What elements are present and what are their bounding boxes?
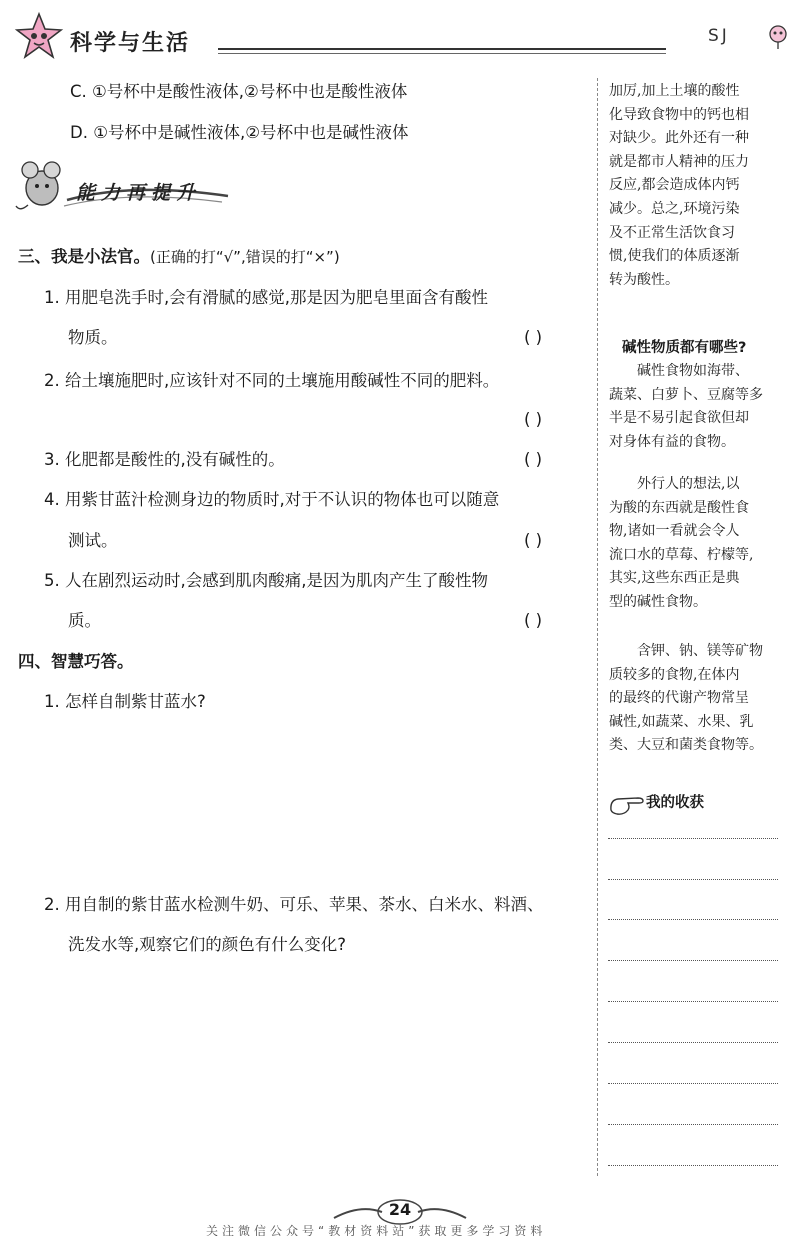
answer-paren-3[interactable]: ( ) [524, 450, 543, 469]
q3-4-line1: 4. 用紫甘蓝汁检测身边的物质时,对于不认识的物体也可以随意 [44, 490, 500, 509]
sidebar-line: 化导致食物中的钙也相 [609, 106, 749, 123]
harvest-title: 我的收获 [646, 795, 704, 811]
section3-title: 三、我是小法官。 [18, 247, 150, 266]
sidebar-line: 碱性,如蔬菜、水果、乳 [609, 713, 754, 730]
q3-2-line1: 2. 给土壤施肥时,应该针对不同的土壤施用酸碱性不同的肥料。 [44, 371, 500, 390]
note-line[interactable] [608, 838, 778, 839]
section3-heading [18, 245, 340, 269]
q3-4-line2: 测试。 [68, 531, 118, 550]
banner-title: 能力再提升 [76, 182, 202, 204]
answer-paren-1[interactable]: ( ) [524, 328, 543, 347]
note-line[interactable] [608, 1042, 778, 1043]
sidebar-line: 转为酸性。 [609, 271, 679, 288]
choice-c: C. ①号杯中是酸性液体,②号杯中也是酸性液体 [70, 82, 408, 101]
note-line[interactable] [608, 879, 778, 880]
sidebar-para1 [609, 80, 749, 292]
q4-2-line1: 2. 用自制的紫甘蓝水检测牛奶、可乐、苹果、茶水、白米水、料酒、 [44, 895, 544, 914]
note-line[interactable] [608, 1083, 778, 1084]
q3-5-line1: 5. 人在剧烈运动时,会感到肌肉酸痛,是因为肌肉产生了酸性物 [44, 571, 488, 590]
page-number: 24 [388, 1200, 412, 1219]
sidebar-line: 质较多的食物,在体内 [609, 666, 740, 683]
note-line[interactable] [608, 919, 778, 920]
choice-d: D. ①号杯中是碱性液体,②号杯中也是碱性液体 [70, 123, 409, 142]
sidebar-line: 碱性食物如海带、 [637, 363, 749, 379]
sidebar-line: 外行人的想法,以 [637, 476, 740, 492]
note-line[interactable] [608, 960, 778, 961]
note-line[interactable] [608, 1001, 778, 1002]
q4-2-line2: 洗发水等,观察它们的颜色有什么变化? [68, 935, 347, 954]
q3-1-line2: 物质。 [68, 328, 118, 347]
sidebar-line: 加厉,加上土壤的酸性 [609, 83, 740, 99]
header-rule [218, 48, 666, 50]
pointing-hand-icon [608, 790, 646, 818]
sidebar-heading: 碱性物质都有哪些? [622, 340, 747, 356]
sidebar-line: 为酸的东西就是酸性食 [609, 499, 749, 516]
sidebar-line: 减少。总之,环境污染 [609, 200, 740, 217]
sidebar-line: 蔬菜、白萝卜、豆腐等多 [609, 386, 763, 403]
q3-1-line1: 1. 用肥皂洗手时,会有滑腻的感觉,那是因为肥皂里面含有酸性 [44, 288, 488, 307]
note-line[interactable] [608, 1124, 778, 1125]
sidebar-para2 [609, 360, 763, 454]
q3-5-line2: 质。 [68, 611, 101, 630]
header-rule-thin [218, 53, 666, 54]
sidebar-line: 惯,使我们的体质逐渐 [609, 248, 740, 265]
sidebar-para4 [609, 640, 763, 758]
note-line[interactable] [608, 1165, 778, 1166]
sidebar-line: 其实,这些东西正是典 [609, 570, 740, 587]
mascot-icon [14, 12, 64, 62]
section3-note: (正确的打“√”,错误的打“×”) [150, 248, 340, 266]
sidebar-line: 含钾、钠、镁等矿物 [637, 643, 763, 659]
sidebar-line: 对缺少。此外还有一种 [609, 130, 749, 147]
sidebar-line: 反应,都会造成体内钙 [609, 177, 740, 194]
sidebar-line: 物,诸如一看就会令人 [609, 523, 740, 540]
sidebar-line: 对身体有益的食物。 [609, 433, 735, 450]
sidebar-line: 型的碱性食物。 [609, 593, 707, 610]
sidebar-line: 流口水的草莓、柠檬等, [609, 546, 754, 563]
sidebar-line: 类、大豆和菌类食物等。 [609, 737, 763, 754]
sidebar-line: 的最终的代谢产物常呈 [609, 690, 749, 707]
sidebar-para3 [609, 473, 753, 615]
header-title: 科学与生活 [70, 31, 191, 56]
q3-3-line1: 3. 化肥都是酸性的,没有碱性的。 [44, 450, 285, 469]
sidebar-line: 半是不易引起食欲但却 [609, 410, 749, 427]
answer-paren-4[interactable]: ( ) [524, 531, 543, 550]
star-mascot-icon [764, 20, 792, 50]
footer-text: 关注微信公众号“教材资料站”获取更多学习资料 [206, 1224, 547, 1236]
column-divider [597, 78, 598, 1176]
answer-paren-2[interactable]: ( ) [524, 410, 543, 429]
sidebar-line: 及不正常生活饮食习 [609, 224, 735, 241]
sidebar-line: 就是都市人精神的压力 [609, 153, 749, 170]
q4-1: 1. 怎样自制紫甘蓝水? [44, 692, 206, 711]
header-code: SJ [708, 26, 730, 46]
section4-title: 四、智慧巧答。 [18, 652, 134, 671]
answer-paren-5[interactable]: ( ) [524, 611, 543, 630]
